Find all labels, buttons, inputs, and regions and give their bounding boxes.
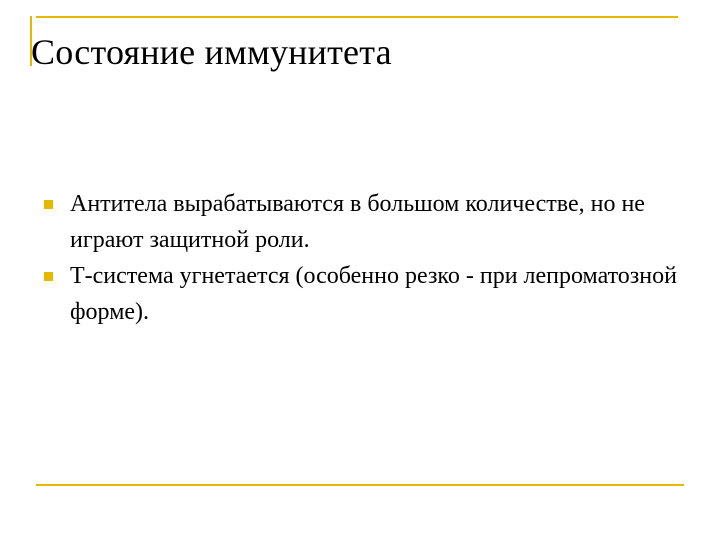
title-top-rule [36, 16, 678, 18]
bullet-item [44, 186, 684, 258]
bullet-text: Т-система угнетается (особенно резко - при лепроматозной форме). [70, 263, 677, 325]
bullet-text: Антитела вырабатываются в большом количестве, но не играют защитной роли. [70, 191, 645, 253]
square-bullet-icon [44, 200, 53, 209]
bullet-item [44, 258, 684, 330]
bullet-list [44, 186, 684, 330]
footer-rule [36, 484, 684, 486]
square-bullet-icon [44, 272, 53, 281]
slide-title: Состояние иммунитета [31, 32, 392, 72]
